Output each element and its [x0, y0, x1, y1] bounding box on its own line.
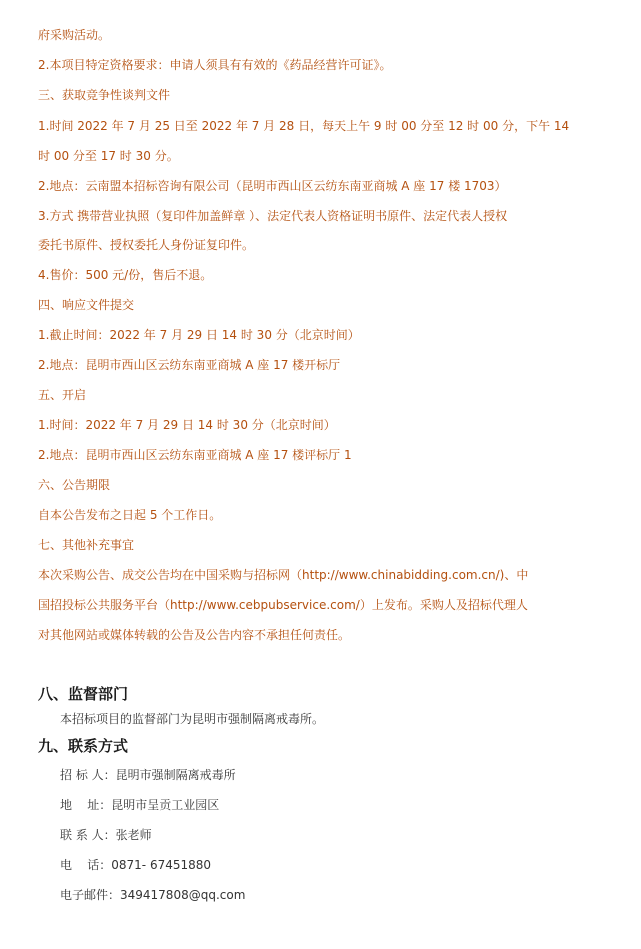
text-line: 4.售价：500 元/份，售后不退。: [38, 268, 213, 282]
section-heading-7: 七、其他补充事宜: [38, 538, 135, 552]
supervision-text: 本招标项目的监督部门为昆明市强制隔离戒毒所。: [60, 712, 325, 726]
section-heading-4: 四、响应文件提交: [38, 298, 135, 312]
text-line: 国招投标公共服务平台（http://www.cebpubservice.com/）上发布。采购人及招标代理人: [38, 598, 528, 612]
text-line: 2.地点：昆明市西山区云纺东南亚商城 A 座 17 楼开标厅: [38, 358, 341, 372]
text-line: 2.本项目特定资格要求：申请人须具有有效的《药品经营许可证》。: [38, 58, 392, 72]
text-line: 2.地点：云南盟本招标咨询有限公司（昆明市西山区云纺东南亚商城 A 座 17 楼 1703）: [38, 179, 507, 193]
text-line: 1.时间：2022 年 7 月 29 日 14 时 30 分（北京时间）: [38, 418, 336, 432]
contact-email: 电子邮件：349417808@qq.com: [60, 888, 246, 902]
contact-address: 地 址：昆明市呈贡工业园区: [60, 798, 220, 812]
text-line: 自本公告发布之日起 5 个工作日。: [38, 508, 222, 522]
text-line: 3.方式 携带营业执照（复印件加盖鲜章 ）、法定代表人资格证明书原件、法定代表人授权: [38, 209, 508, 223]
contact-person: 联 系 人：张老师: [60, 828, 152, 842]
contact-bidder: 招 标 人：昆明市强制隔离戒毒所: [60, 768, 236, 782]
text-line: 1.截止时间：2022 年 7 月 29 日 14 时 30 分（北京时间）: [38, 328, 360, 342]
section-heading-5: 五、开启: [38, 388, 87, 402]
section-heading-3: 三、获取竞争性谈判文件: [38, 88, 171, 102]
section-heading-6: 六、公告期限: [38, 478, 111, 492]
text-line: 府采购活动。: [38, 28, 111, 42]
section-heading-9: 九、联系方式: [38, 737, 129, 755]
text-line: 对其他网站或媒体转载的公告及公告内容不承担任何责任。: [38, 628, 351, 642]
text-line: 2.地点：昆明市西山区云纺东南亚商城 A 座 17 楼评标厅 1: [38, 448, 352, 462]
text-line: 本次采购公告、成交公告均在中国采购与招标网（http://www.chinabidding.com.cn/)、中: [38, 568, 529, 582]
section-heading-8: 八、监督部门: [38, 685, 129, 703]
contact-phone: 电 话：0871- 67451880: [60, 858, 212, 872]
text-line: 委托书原件、授权委托人身份证复印件。: [38, 238, 255, 252]
text-line: 1.时间 2022 年 7 月 25 日至 2022 年 7 月 28 日，每天上午 9 时 00 分至 12 时 00 分，下午 14: [38, 119, 570, 133]
text-line: 时 00 分至 17 时 30 分。: [38, 149, 179, 163]
